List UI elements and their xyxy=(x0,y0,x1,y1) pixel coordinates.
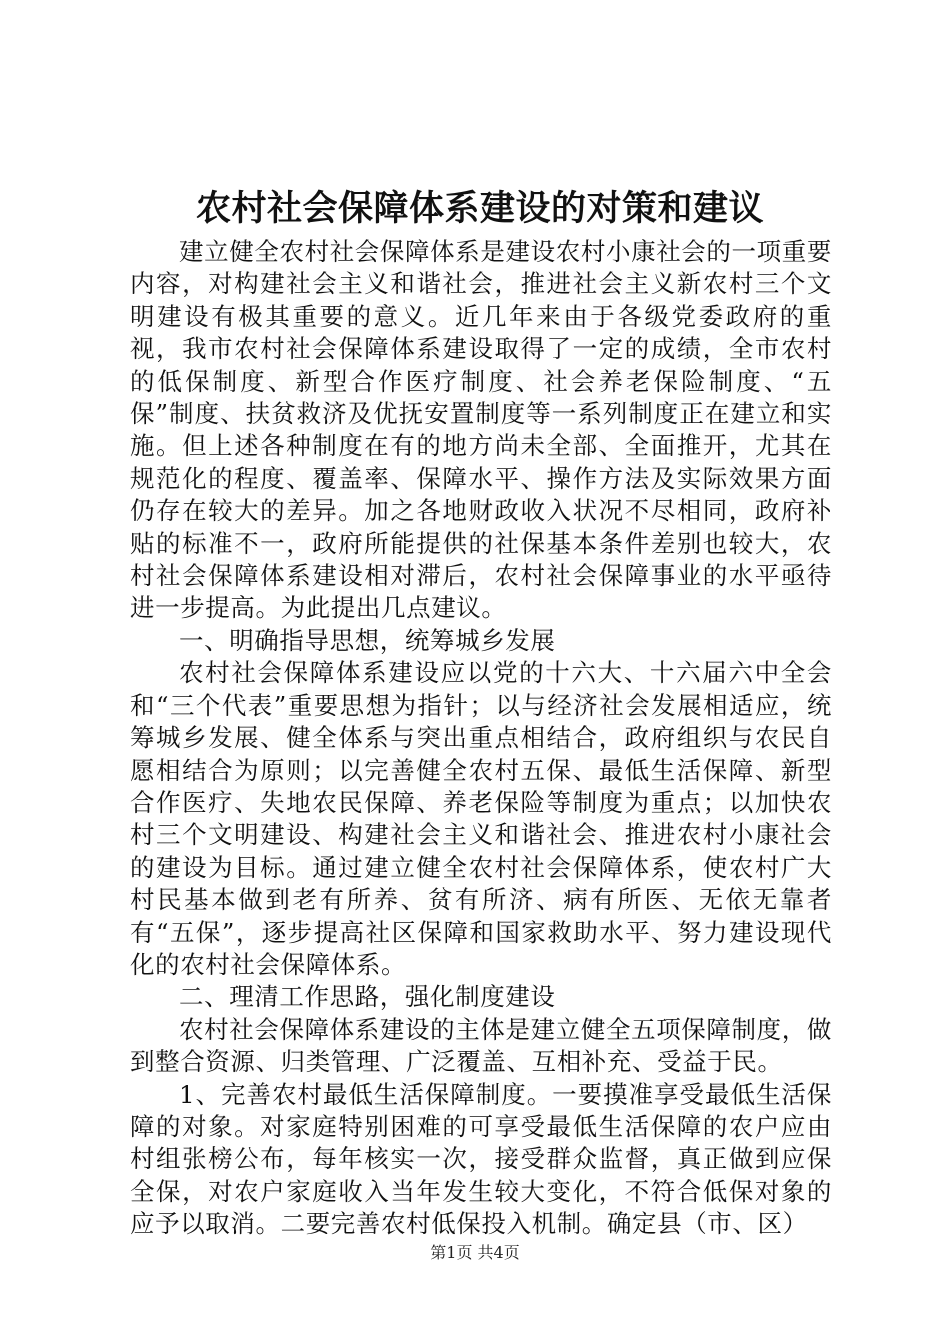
page-footer: 第1页 共4页 xyxy=(430,1243,520,1262)
document-body xyxy=(130,236,832,1241)
section-2-paragraph: 农村社会保障体系建设的主体是建立健全五项保障制度，做到整合资源、归类管理、广泛覆盖、互相补充、受益于民。 xyxy=(130,1014,832,1077)
section-1-heading: 一、明确指导思想，统筹城乡发展 xyxy=(179,625,556,655)
document-title: 农村社会保障体系建设的对策和建议 xyxy=(195,188,764,229)
intro-paragraph: 建立健全农村社会保障体系是建设农村小康社会的一项重要内容，对构建社会主义和谐社会，推进社会主义新农村三个文明建设有极其重要的意义。近几年来由于各级党委政府的重视，我市农村社会保障体系建设取得了一定的成绩，全市农村的低保制度、新型合作医疗制度、社会养老保险制度、“五保”制度、扶贫救济及优抚安置制度等一系列制度正在建立和实施。但上述各种制度在有的地方尚未全部、全面推开，尤其在规范化的程度、覆盖率、保障水平、操作方法及实际效果方面仍存在较大的差异。加之各地财政收入状况不尽相同，政府补贴的标准不一，政府所能提供的社保基本条件差别也较大，农村社会保障体系建设相对滞后，农村社会保障事业的水平亟待进一步提高。为此提出几点建议。 xyxy=(130,237,832,623)
section-1-paragraph: 农村社会保障体系建设应以党的十六大、十六届六中全会和“三个代表”重要思想为指针；以与经济社会发展相适应，统筹城乡发展、健全体系与突出重点相结合，政府组织与农民自愿相结合为原则；以完善健全农村五保、最低生活保障、新型合作医疗、失地农民保障、养老保险等制度为重点；以加快农村三个文明建设、构建社会主义和谐社会、推进农村小康社会的建设为目标。通过建立健全农村社会保障体系，使农村广大村民基本做到老有所养、贫有所济、病有所医、无依无靠者有“五保”，逐步提高社区保障和国家救助水平、努力建设现代化的农村社会保障体系。 xyxy=(130,658,832,979)
section-2-heading: 二、理清工作思路，强化制度建设 xyxy=(179,982,556,1012)
item-1-paragraph: 1、完善农村最低生活保障制度。一要摸准享受最低生活保障的对象。对家庭特别困难的可享受最低生活保障的农户应由村组张榜公布，每年核实一次，接受群众监督，真正做到应保全保，对农户家庭收入当年发生较大变化，不符合低保对象的应予以取消。二要完善农村低保投入机制。确定县（市、区） xyxy=(130,1079,832,1239)
